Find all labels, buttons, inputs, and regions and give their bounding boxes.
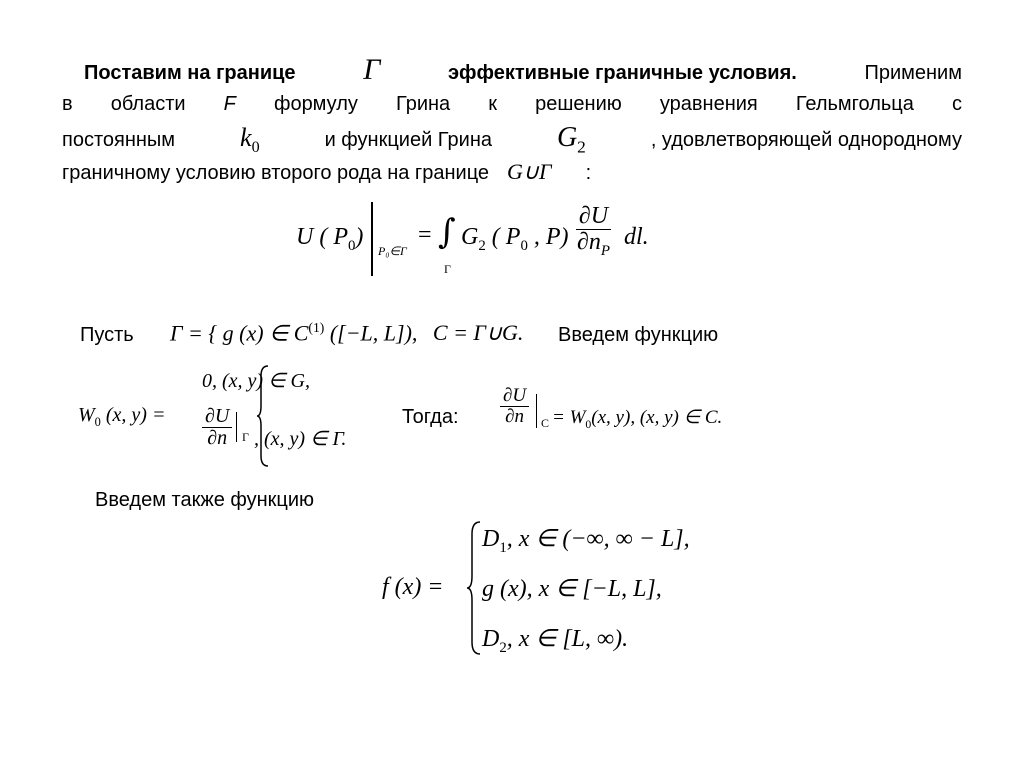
word: Гельмгольца bbox=[795, 93, 914, 115]
word: области bbox=[110, 93, 186, 115]
word: формулу bbox=[273, 93, 358, 115]
g2-symbol: $G_2$ bbox=[556, 122, 586, 157]
text-constant: постоянным bbox=[62, 129, 176, 151]
text-green-function: и функцией Грина bbox=[324, 129, 492, 151]
g-union-gamma: G∪Γ bbox=[507, 159, 552, 184]
paragraph-line-4 bbox=[62, 155, 962, 189]
text-boundary-condition: граничному условию второго рода на границе bbox=[62, 162, 490, 184]
colon: : bbox=[585, 162, 592, 184]
normal-derivative: $\frac{\partial U}{\partial n_P}$ bbox=[577, 203, 610, 259]
word: с bbox=[951, 93, 962, 115]
f-definition: f (x) = $D_1$, x ∈ (−∞, ∞ − L], g (x), x ∈ [−L, L], $D_2$, x ∈ [L, ∞). bbox=[382, 518, 742, 658]
left-brace bbox=[466, 520, 482, 663]
gamma-symbol: Γ bbox=[363, 53, 381, 86]
word: в bbox=[62, 93, 73, 115]
k0-symbol: $k_0$ bbox=[240, 123, 260, 157]
paragraph-line-3 bbox=[62, 121, 962, 155]
bold-tail: эффективные граничные условия. bbox=[447, 62, 797, 84]
paragraph-line-1 bbox=[62, 53, 962, 87]
text-satisfying: , удовлетворяющей однородному bbox=[650, 129, 962, 151]
word: к bbox=[488, 93, 498, 115]
paragraph-line-2 bbox=[62, 87, 962, 121]
evaluation-bar bbox=[371, 202, 374, 276]
intro-paragraph bbox=[62, 53, 962, 189]
bold-lead: Поставим на границе bbox=[84, 62, 296, 84]
let-label: Пусть bbox=[80, 324, 134, 346]
word: решению bbox=[535, 93, 622, 115]
introduce-function-text: Введем функцию bbox=[558, 324, 719, 346]
integral-sign: ∫ bbox=[438, 212, 456, 252]
word: Грина bbox=[396, 93, 451, 115]
word: F bbox=[223, 93, 236, 115]
w0-definition: $W_0$ (x, y) = 0, (x, y) ∈ G, $\frac{\partial U}{\partial n}$ Γ , (x, y) ∈ Γ. bbox=[78, 360, 398, 472]
word: уравнения bbox=[659, 93, 758, 115]
evaluation-subscript: P₀∈Γ bbox=[378, 244, 407, 258]
gamma-definition: Γ = { g (x) ∈ $C^{(1)}$ ([−L, L]), C = Γ∪G. bbox=[170, 320, 524, 346]
apply-word: Применим bbox=[864, 62, 962, 84]
introduce-also-text: Введем также функцию bbox=[95, 489, 315, 511]
then-label: Тогда: bbox=[402, 406, 459, 428]
